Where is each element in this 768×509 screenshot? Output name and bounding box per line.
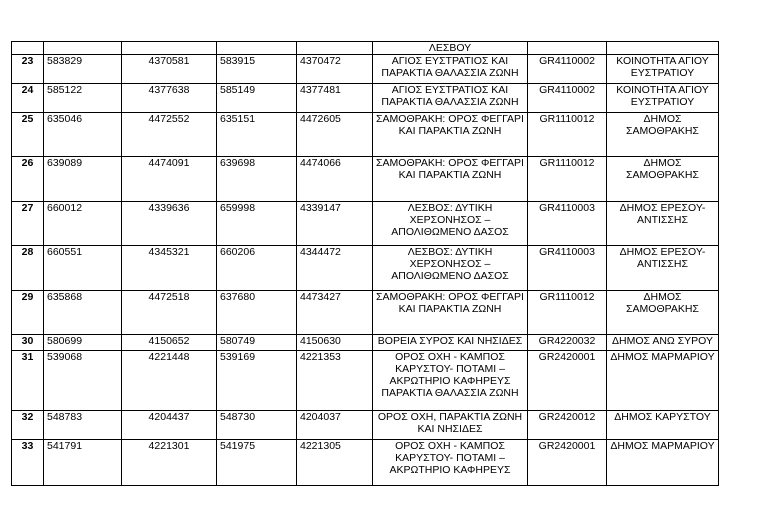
- location-cell: ΟΡΟΣ ΟΧΗ - ΚΑΜΠΟΣ ΚΑΡΥΣΤΟΥ- ΠΟΤΑΜΙ – ΑΚΡΩΤΗΡΙΟ ΚΑΦΗΡΕΥΣ: [373, 440, 528, 486]
- y-end-cell: 4472605: [297, 113, 373, 157]
- table-row: [12, 440, 719, 486]
- site-code-cell: GR1110012: [528, 157, 607, 202]
- y-end-cell: 4204037: [297, 411, 373, 440]
- row-number: 27: [12, 202, 44, 246]
- x-start-cell: 548783: [44, 411, 122, 440]
- x-end-cell: 659998: [217, 202, 297, 246]
- row-number: 29: [12, 291, 44, 335]
- municipality-cell: [607, 42, 719, 55]
- site-code-cell: GR4110003: [528, 246, 607, 291]
- row-number: 31: [12, 351, 44, 411]
- x-start-cell: [44, 42, 122, 55]
- x-start-cell: 635046: [44, 113, 122, 157]
- location-cell: ΟΡΟΣ ΟΧΗ - ΚΑΜΠΟΣ ΚΑΡΥΣΤΟΥ- ΠΟΤΑΜΙ – ΑΚΡΩΤΗΡΙΟ ΚΑΦΗΡΕΥΣ ΠΑΡΑΚΤΙΑ ΘΑΛΑΣΣΙΑ ΖΩΝΗ: [373, 351, 528, 411]
- site-code-cell: GR1110012: [528, 291, 607, 335]
- location-cell: ΣΑΜΟΘΡΑΚΗ: ΟΡΟΣ ΦΕΓΓΑΡΙ ΚΑΙ ΠΑΡΑΚΤΙΑ ΖΩΝΗ: [373, 291, 528, 335]
- municipality-cell: ΚΟΙΝΟΤΗΤΑ ΑΓΙΟΥ ΕΥΣΤΡΑΤΙΟΥ: [607, 84, 719, 113]
- location-cell: ΟΡΟΣ ΟΧΗ, ΠΑΡΑΚΤΙΑ ΖΩΝΗ ΚΑΙ ΝΗΣΙΔΕΣ: [373, 411, 528, 440]
- x-end-cell: 541975: [217, 440, 297, 486]
- location-cell: ΛΕΣΒΟΣ: ΔΥΤΙΚΗ ΧΕΡΣΟΝΗΣΟΣ – ΑΠΟΛΙΘΩΜΕΝΟ ΔΑΣΟΣ: [373, 246, 528, 291]
- location-cell: ΒΟΡΕΙΑ ΣΥΡΟΣ ΚΑΙ ΝΗΣΙΔΕΣ: [373, 335, 528, 351]
- row-number: 24: [12, 84, 44, 113]
- table-row: [12, 42, 719, 55]
- y-end-cell: [297, 42, 373, 55]
- x-start-cell: 585122: [44, 84, 122, 113]
- municipality-cell: ΔΗΜΟΣ ΚΑΡΥΣΤΟΥ: [607, 411, 719, 440]
- table-row: [12, 157, 719, 202]
- site-code-cell: GR1110012: [528, 113, 607, 157]
- x-end-cell: 635151: [217, 113, 297, 157]
- x-start-cell: 635868: [44, 291, 122, 335]
- y-start-cell: 4150652: [122, 335, 217, 351]
- row-number: 32: [12, 411, 44, 440]
- x-start-cell: 580699: [44, 335, 122, 351]
- y-end-cell: 4339147: [297, 202, 373, 246]
- municipality-cell: ΔΗΜΟΣ ΕΡΕΣΟΥ-ΑΝΤΙΣΣΗΣ: [607, 202, 719, 246]
- y-end-cell: 4221353: [297, 351, 373, 411]
- row-number: 33: [12, 440, 44, 486]
- site-code-cell: GR4110002: [528, 55, 607, 84]
- x-start-cell: 583829: [44, 55, 122, 84]
- y-start-cell: 4472552: [122, 113, 217, 157]
- y-end-cell: 4221305: [297, 440, 373, 486]
- table-row: [12, 335, 719, 351]
- municipality-cell: ΔΗΜΟΣ ΜΑΡΜΑΡΙΟΥ: [607, 351, 719, 411]
- table-body: [12, 42, 719, 486]
- municipality-cell: ΔΗΜΟΣ ΕΡΕΣΟΥ-ΑΝΤΙΣΣΗΣ: [607, 246, 719, 291]
- site-code-cell: GR4110002: [528, 84, 607, 113]
- x-start-cell: 639089: [44, 157, 122, 202]
- y-end-cell: 4377481: [297, 84, 373, 113]
- municipality-cell: ΔΗΜΟΣ ΣΑΜΟΘΡΑΚΗΣ: [607, 157, 719, 202]
- site-code-cell: GR4220032: [528, 335, 607, 351]
- row-number: 25: [12, 113, 44, 157]
- table-row: [12, 84, 719, 113]
- municipality-cell: ΚΟΙΝΟΤΗΤΑ ΑΓΙΟΥ ΕΥΣΤΡΑΤΙΟΥ: [607, 55, 719, 84]
- location-cell: ΛΕΣΒΟΥ: [373, 42, 528, 55]
- x-end-cell: 548730: [217, 411, 297, 440]
- site-code-cell: [528, 42, 607, 55]
- sites-table: [11, 41, 719, 486]
- x-start-cell: 660551: [44, 246, 122, 291]
- x-end-cell: 583915: [217, 55, 297, 84]
- x-end-cell: 660206: [217, 246, 297, 291]
- site-code-cell: GR2420001: [528, 440, 607, 486]
- y-start-cell: 4472518: [122, 291, 217, 335]
- location-cell: ΣΑΜΟΘΡΑΚΗ: ΟΡΟΣ ΦΕΓΓΑΡΙ ΚΑΙ ΠΑΡΑΚΤΙΑ ΖΩΝΗ: [373, 157, 528, 202]
- municipality-cell: ΔΗΜΟΣ ΑΝΩ ΣΥΡΟΥ: [607, 335, 719, 351]
- row-number: 23: [12, 55, 44, 84]
- y-start-cell: 4221301: [122, 440, 217, 486]
- site-code-cell: GR2420001: [528, 351, 607, 411]
- table-row: [12, 351, 719, 411]
- x-end-cell: 637680: [217, 291, 297, 335]
- y-end-cell: 4150630: [297, 335, 373, 351]
- y-start-cell: 4345321: [122, 246, 217, 291]
- y-start-cell: 4221448: [122, 351, 217, 411]
- y-start-cell: 4474091: [122, 157, 217, 202]
- x-end-cell: 580749: [217, 335, 297, 351]
- x-start-cell: 541791: [44, 440, 122, 486]
- location-cell: ΑΓΙΟΣ ΕΥΣΤΡΑΤΙΟΣ ΚΑΙ ΠΑΡΑΚΤΙΑ ΘΑΛΑΣΣΙΑ ΖΩΝΗ: [373, 84, 528, 113]
- row-number: [12, 42, 44, 55]
- table-row: [12, 202, 719, 246]
- x-start-cell: 539068: [44, 351, 122, 411]
- table-row: [12, 291, 719, 335]
- x-start-cell: 660012: [44, 202, 122, 246]
- table-row: [12, 113, 719, 157]
- x-end-cell: 585149: [217, 84, 297, 113]
- y-end-cell: 4370472: [297, 55, 373, 84]
- row-number: 28: [12, 246, 44, 291]
- municipality-cell: ΔΗΜΟΣ ΣΑΜΟΘΡΑΚΗΣ: [607, 113, 719, 157]
- table-row: [12, 246, 719, 291]
- y-start-cell: 4204437: [122, 411, 217, 440]
- x-end-cell: 639698: [217, 157, 297, 202]
- y-start-cell: [122, 42, 217, 55]
- y-start-cell: 4377638: [122, 84, 217, 113]
- site-code-cell: GR2420012: [528, 411, 607, 440]
- table-row: [12, 411, 719, 440]
- y-end-cell: 4474066: [297, 157, 373, 202]
- row-number: 26: [12, 157, 44, 202]
- x-end-cell: 539169: [217, 351, 297, 411]
- row-number: 30: [12, 335, 44, 351]
- location-cell: ΣΑΜΟΘΡΑΚΗ: ΟΡΟΣ ΦΕΓΓΑΡΙ ΚΑΙ ΠΑΡΑΚΤΙΑ ΖΩΝΗ: [373, 113, 528, 157]
- site-code-cell: GR4110003: [528, 202, 607, 246]
- location-cell: ΛΕΣΒΟΣ: ΔΥΤΙΚΗ ΧΕΡΣΟΝΗΣΟΣ – ΑΠΟΛΙΘΩΜΕΝΟ ΔΑΣΟΣ: [373, 202, 528, 246]
- y-start-cell: 4370581: [122, 55, 217, 84]
- y-end-cell: 4473427: [297, 291, 373, 335]
- y-end-cell: 4344472: [297, 246, 373, 291]
- x-end-cell: [217, 42, 297, 55]
- municipality-cell: ΔΗΜΟΣ ΣΑΜΟΘΡΑΚΗΣ: [607, 291, 719, 335]
- y-start-cell: 4339636: [122, 202, 217, 246]
- municipality-cell: ΔΗΜΟΣ ΜΑΡΜΑΡΙΟΥ: [607, 440, 719, 486]
- table-row: [12, 55, 719, 84]
- location-cell: ΑΓΙΟΣ ΕΥΣΤΡΑΤΙΟΣ ΚΑΙ ΠΑΡΑΚΤΙΑ ΘΑΛΑΣΣΙΑ ΖΩΝΗ: [373, 55, 528, 84]
